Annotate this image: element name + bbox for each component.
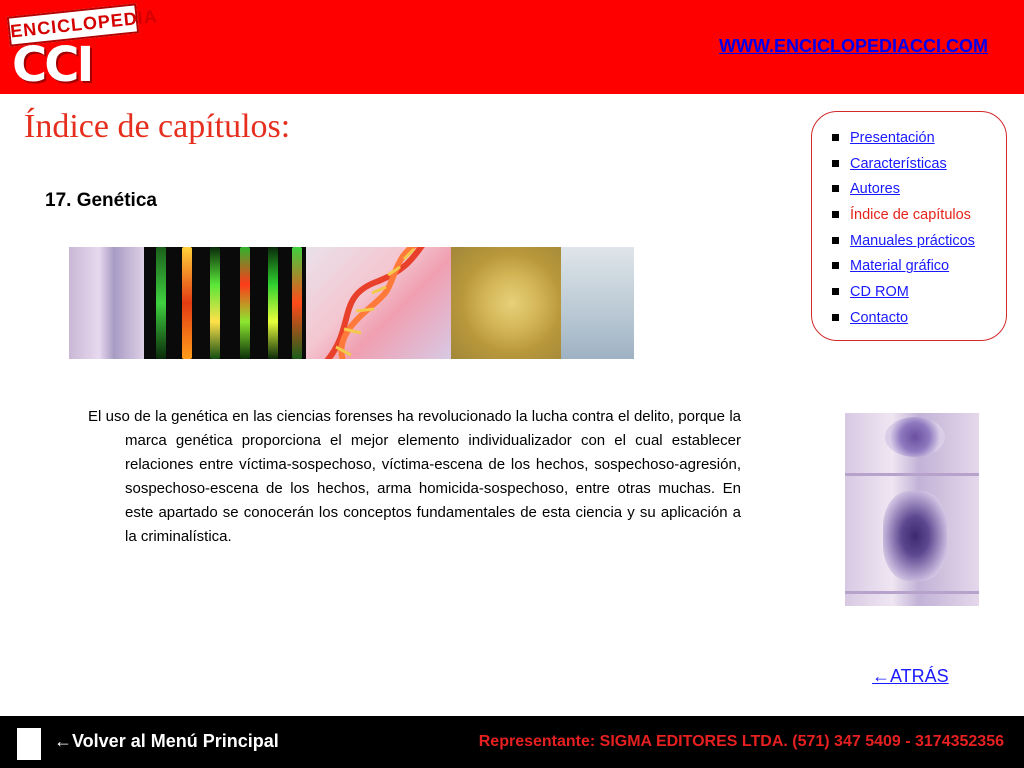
nav-item-label[interactable]: CD ROM [850,284,909,301]
nav-item[interactable] [832,179,975,205]
footer-bar [0,716,1024,768]
nav-item[interactable] [832,205,975,231]
logo-top-text: ENCICLOPEDIA [7,3,139,46]
nav-item[interactable] [832,308,975,334]
description-paragraph: El uso de la genética en las ciencias forenses ha revolucionado la lucha contra el delito, porque la marca genética proporciona el mejor elemento individualizador con el cual establecer relaciones entre víctima-sospechoso, víctima-escena de los hechos, sospechoso-agresión, sospechoso-escena de los hechos, arma homicida-sospechoso, entre otras muchas. En este apartado se conocerán los conceptos fundamentales de esta ciencia y su aplicación a la criminalística. [88,408,741,545]
site-url-link[interactable]: WWW.ENCICLOPEDIACCI.COM [719,36,988,56]
nav-item-label[interactable]: Índice de capítulos [850,207,971,224]
nav-item-label[interactable]: Presentación [850,130,935,146]
cell-mitosis-image [845,413,979,606]
logo-bottom-text: CCI [12,37,92,93]
navigation-list [832,128,975,334]
nav-item-label[interactable]: Manuales prácticos [850,232,975,249]
enciclopedia-cci-logo[interactable] [8,6,159,93]
representative-info: Representante: SIGMA EDITORES LTDA. (571) 347 5409 - 3174352356 [478,733,1004,750]
chapter-description [88,405,741,549]
back-link[interactable]: ←ATRÁS [872,666,949,686]
dna-helix-icon [316,247,436,359]
nav-item[interactable] [832,128,975,154]
main-menu-link[interactable]: ←Volver al Menú Principal [54,731,279,751]
nav-item-label[interactable]: Material gráfico [850,258,950,275]
nav-item-label[interactable]: Autores [850,181,900,198]
page-title: Índice de capítulos: [24,108,291,145]
cell-division-image [69,247,144,359]
header-bar [0,0,1024,94]
nav-item[interactable] [832,256,975,282]
chapter-title: 17. Genética [45,190,157,211]
lab-scientist-image [561,247,634,359]
dna-gel-image [144,247,306,359]
genetics-banner-image [69,247,634,359]
navigation-menu [811,111,1007,341]
footer-square-icon [17,728,41,760]
nav-item-label[interactable]: Contacto [850,309,909,326]
ovum-microscope-image [451,247,561,359]
nav-item[interactable] [832,154,975,180]
nav-item[interactable] [832,231,975,257]
nav-item-label[interactable]: Características [850,155,947,172]
nav-item[interactable] [832,282,975,308]
dna-helix-image [306,247,451,359]
